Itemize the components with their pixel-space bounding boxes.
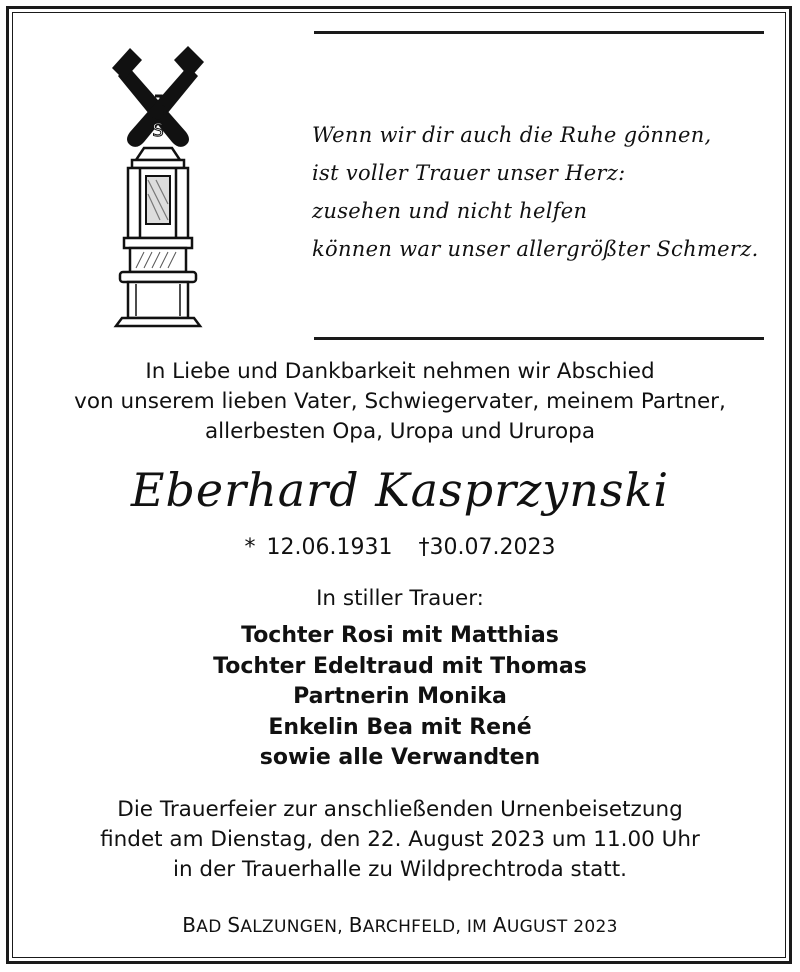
place-rest: UGUST 2023: [506, 917, 618, 937]
mourners-label: In stiller Trauer:: [316, 586, 484, 611]
death-date: †30.07.2023: [418, 535, 556, 560]
poem-line: zusehen und nicht helfen: [312, 199, 588, 223]
place-and-date: [0, 913, 800, 939]
intro-line: allerbesten Opa, Uropa und Ururopa: [205, 419, 595, 444]
place-cap: A: [492, 913, 507, 937]
mourner-name: Enkelin Bea mit René: [268, 714, 532, 740]
service-line: findet am Dienstag, den 22. August 2023 um 11.00 Uhr: [100, 827, 700, 852]
birth-date: * 12.06.1931: [244, 535, 393, 560]
place-rest: ARCHFELD, IM: [362, 917, 493, 937]
deceased-name: Eberhard Kasprzynski: [130, 463, 670, 517]
service-line: in der Trauerhalle zu Wildprechtroda statt.: [172, 857, 628, 882]
place-cap: B: [348, 913, 363, 937]
poem: [312, 116, 782, 268]
miners-lamp-hammer-pick-icon: [108, 44, 208, 328]
service-line: Die Trauerfeier zur anschließenden Urnenbeisetzung: [117, 797, 683, 822]
place-rest: ALZUNGEN,: [240, 917, 349, 937]
mourner-name: sowie alle Verwandten: [259, 745, 541, 770]
place-cap: B: [182, 913, 197, 937]
poem-line: können war unser allergrößter Schmerz.: [312, 237, 759, 261]
mourner-name: Partnerin Monika: [293, 684, 507, 709]
bottom-rule: [314, 337, 764, 340]
place-cap: S: [227, 913, 241, 937]
top-rule: [314, 31, 764, 34]
service-info: [0, 795, 800, 885]
intro-line: von unserem lieben Vater, Schwiegervater, meinem Partner,: [74, 389, 726, 414]
mourner-name: Tochter Rosi mit Matthias: [241, 623, 559, 648]
poem-line: ist voller Trauer unser Herz:: [312, 161, 626, 185]
svg-text:S: S: [152, 120, 164, 141]
place-rest: AD: [196, 917, 228, 937]
intro-line: In Liebe und Dankbarkeit nehmen wir Abschied: [145, 359, 655, 384]
life-dates: [0, 533, 800, 563]
poem-line: Wenn wir dir auch die Ruhe gönnen,: [312, 123, 712, 147]
mourners-list: [0, 621, 800, 774]
intro-text: [0, 357, 800, 447]
mourner-name: Tochter Edeltraud mit Thomas: [213, 653, 587, 679]
